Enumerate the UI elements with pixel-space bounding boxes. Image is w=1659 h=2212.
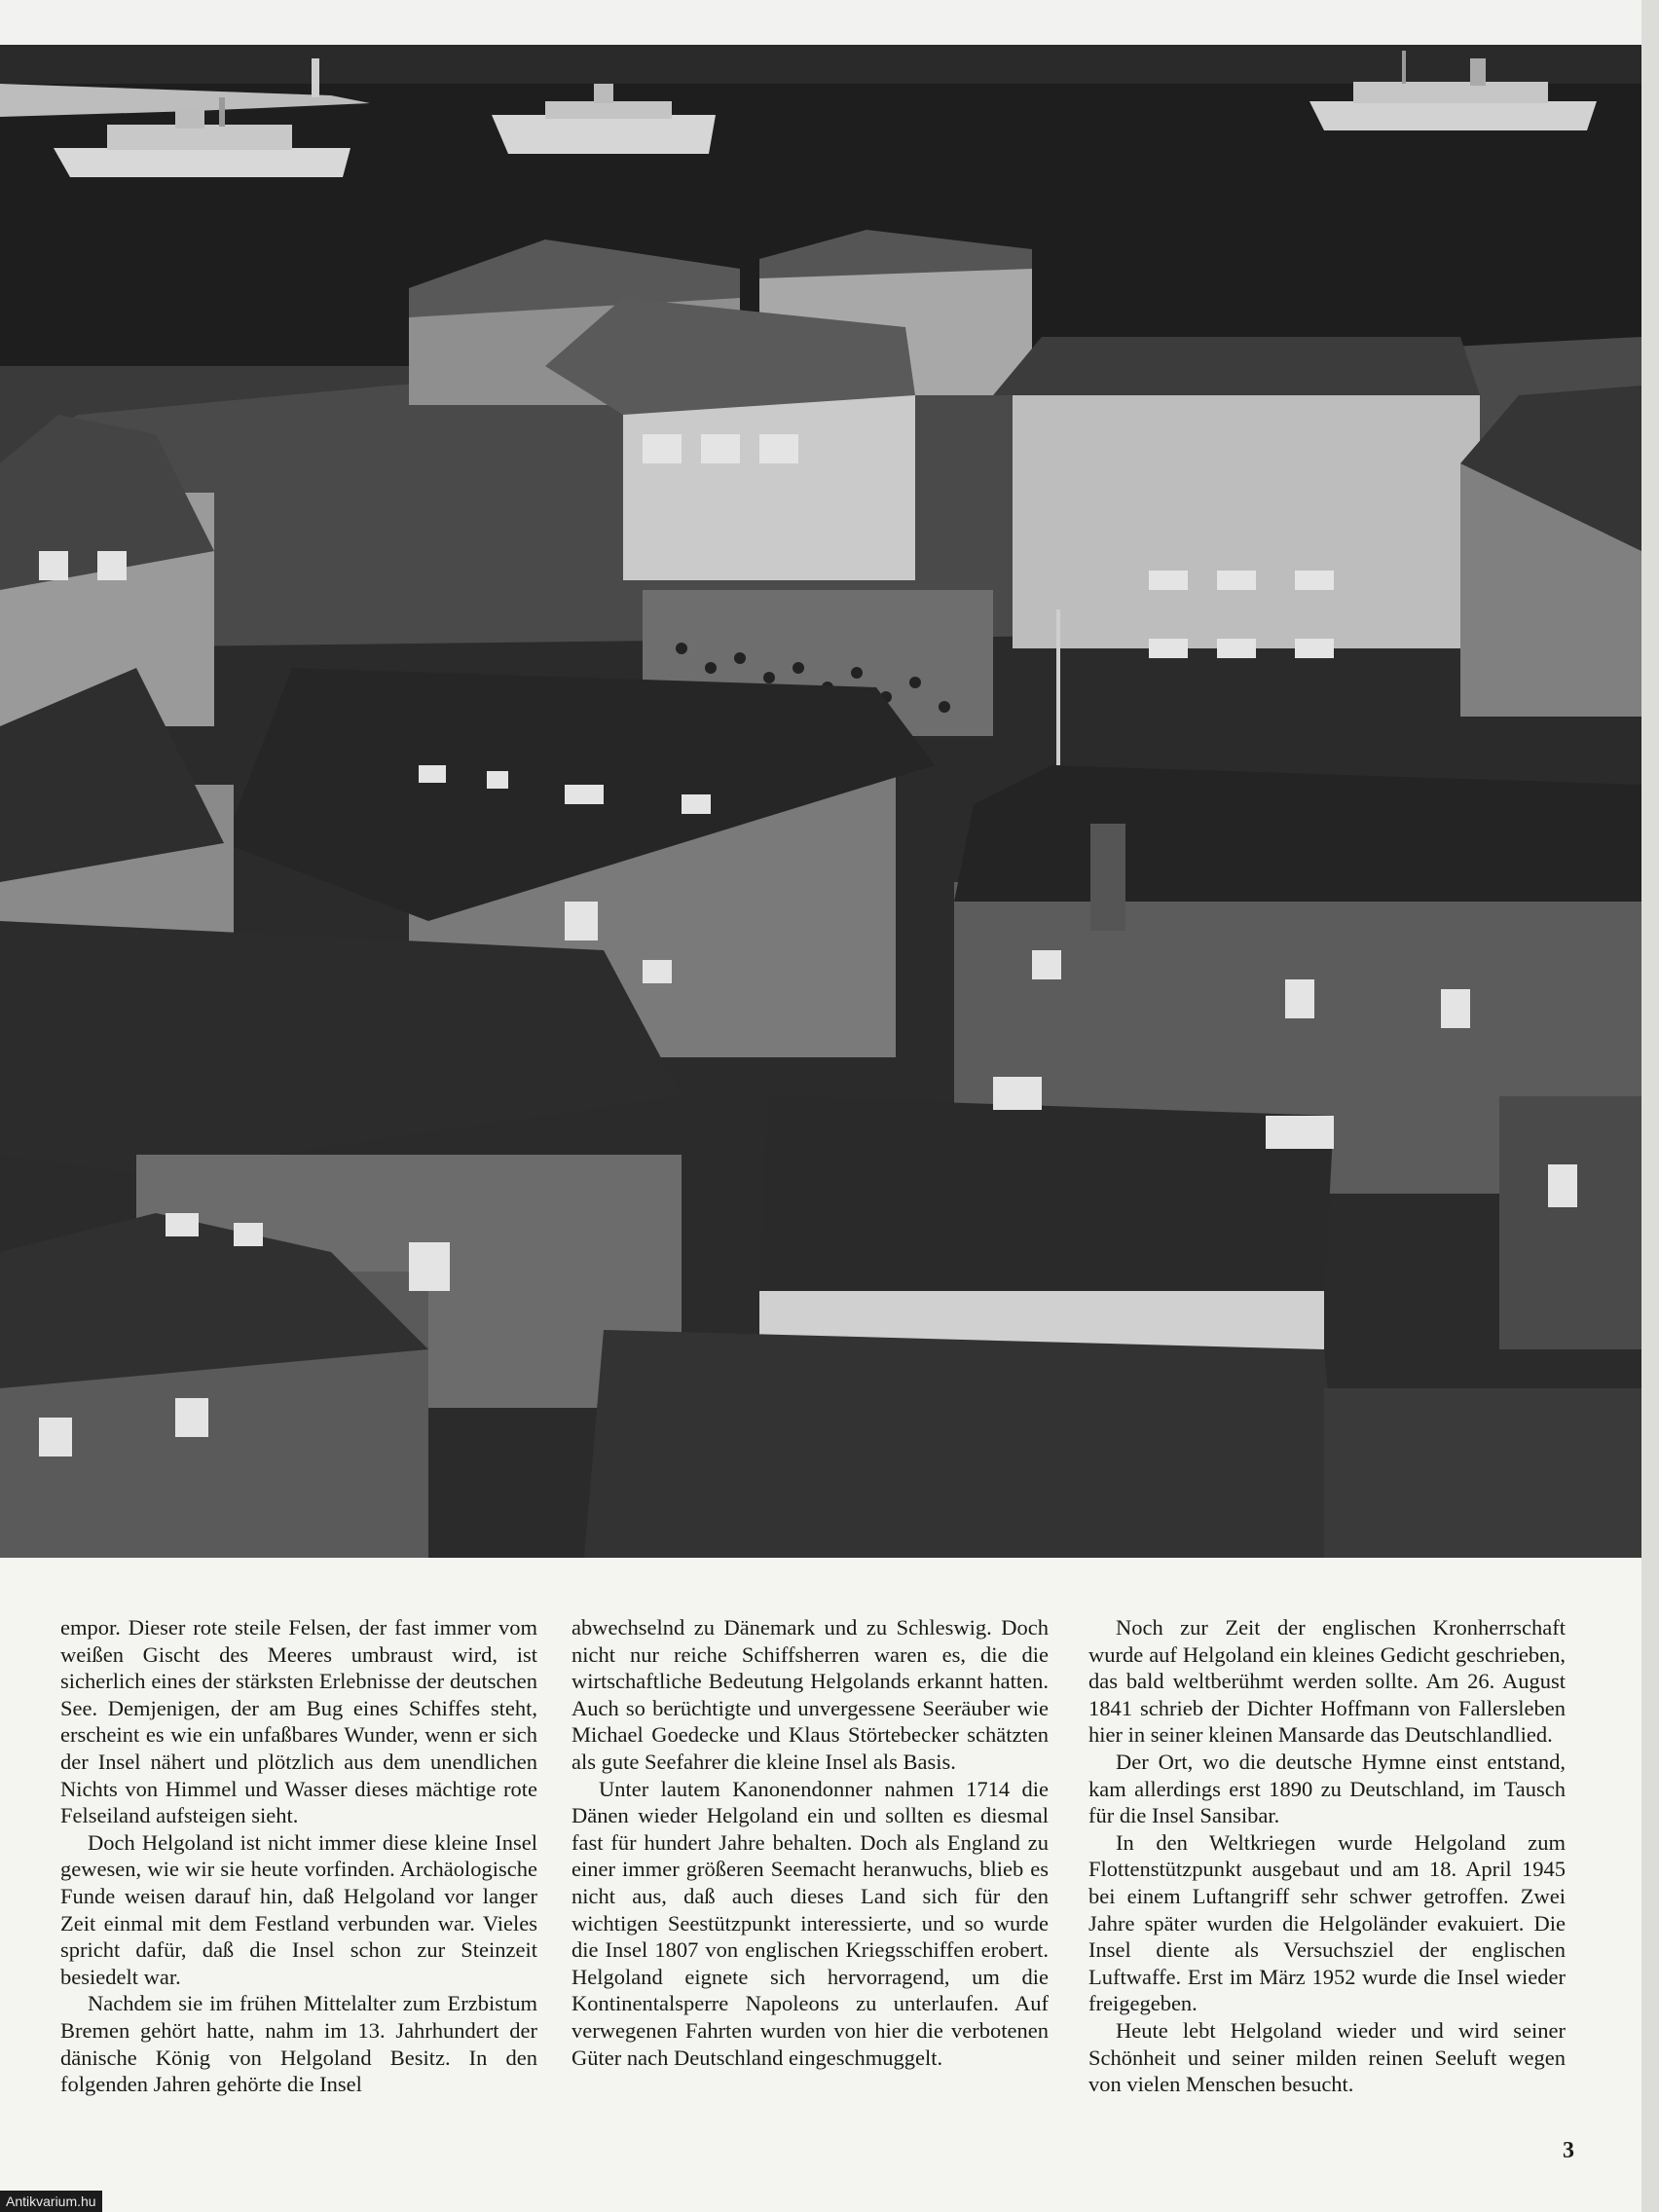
paragraph: Unter lautem Kanonendonner nahmen 1714 die Dänen wieder Helgoland ein und sollten es diesmal fast für hundert Jahre behalten. Doch als England zu einer immer größeren Seemacht heranwuchs, blieb es nicht aus, daß auch dieses Land sich für den wichtigen Seestützpunkt interessierte, und so wurde die Insel 1807 von englischen Kriegsschiffen erobert. Helgoland eignete sich hervorragend, um die Kontinentalsperre Napoleons zu unterlaufen. Auf verwegenen Fahrten wurden von hier die verbotenen Güter nach Deutschland eingeschmuggelt. [571,1776,1049,2070]
paragraph: abwechselnd zu Dänemark und zu Schleswig. Doch nicht nur reiche Schiffsherren waren es, die die wirtschaftliche Bedeutung Helgolands erkannt hatten. Auch so berüchtigte und unvergessene Seeräuber wie Michael Goedecke und Klaus Störtebecker schätzten als gute Seefahrer die kleine Insel als Basis. [571,1615,1049,1774]
paragraph: Noch zur Zeit der englischen Kronherrschaft wurde auf Helgoland ein kleines Gedicht geschrieben, das bald weltberühmt werden sollte. Am 26. August 1841 schrieb der Dichter Hoffmann von Fallersleben hier in seiner kleinen Mansarde das Deutschlandlied. [1088,1615,1566,1748]
paragraph: Nachdem sie im frühen Mittelalter zum Erzbistum Bremen gehört hatte, nahm im 13. Jahrhundert der dänische König von Helgoland Besitz. In den folgenden Jahren gehörte die Insel [60,1991,537,2097]
text-column-3 [1088,1614,1566,2098]
paragraph: Heute lebt Helgoland wieder und wird seiner Schönheit und seiner milden reinen Seeluft wegen von vielen Menschen besucht. [1088,2017,1566,2097]
text-column-1 [60,1614,537,2098]
page-number: 3 [1563,2138,1574,2163]
paragraph: Doch Helgoland ist nicht immer diese kleine Insel gewesen, wie wir sie heute vorfinden. Archäologische Funde weisen darauf hin, daß Helgoland vor langer Zeit einmal mit dem Festland verbunden war. Vieles spricht dafür, daß die Insel schon zur Steinzeit besiedelt war. [60,1829,537,1989]
page-right-margin [1641,0,1659,2212]
text-column-2 [571,1614,1049,2071]
paragraph: Der Ort, wo die deutsche Hymne einst entstand, kam allerdings erst 1890 zu Deutschland, im Tausch für die Insel Sansibar. [1088,1749,1566,1828]
scan-top-edge [0,0,1659,47]
photo-aerial-town [0,45,1641,1558]
paragraph: empor. Dieser rote steile Felsen, der fast immer vom weißen Gischt des Meeres umbraust wird, ist sicherlich eines der stärksten Erlebnisse der deutschen See. Demjenigen, der am Bug eines Schiffes steht, erscheint es wie ein unfaßbares Wunder, wenn er sich der Insel nähert und plötzlich aus dem unendlichen Nichts von Himmel und Wasser dieses mächtige rote Felseiland aufsteigen sieht. [60,1615,537,1828]
lighthouse [312,58,319,97]
watermark: Antikvarium.hu [0,2191,102,2212]
paragraph: In den Weltkriegen wurde Helgoland zum Flottenstützpunkt ausgebaut und am 18. April 1945 bei einem Luftangriff sehr schwer getroffen. Zwei Jahre später wurden die Helgoländer evakuiert. Die Insel diente als Versuchsziel der englischen Luftwaffe. Erst im März 1952 wurde die Insel wieder freigegeben. [1088,1829,1566,2016]
flagpole [1056,609,1060,765]
